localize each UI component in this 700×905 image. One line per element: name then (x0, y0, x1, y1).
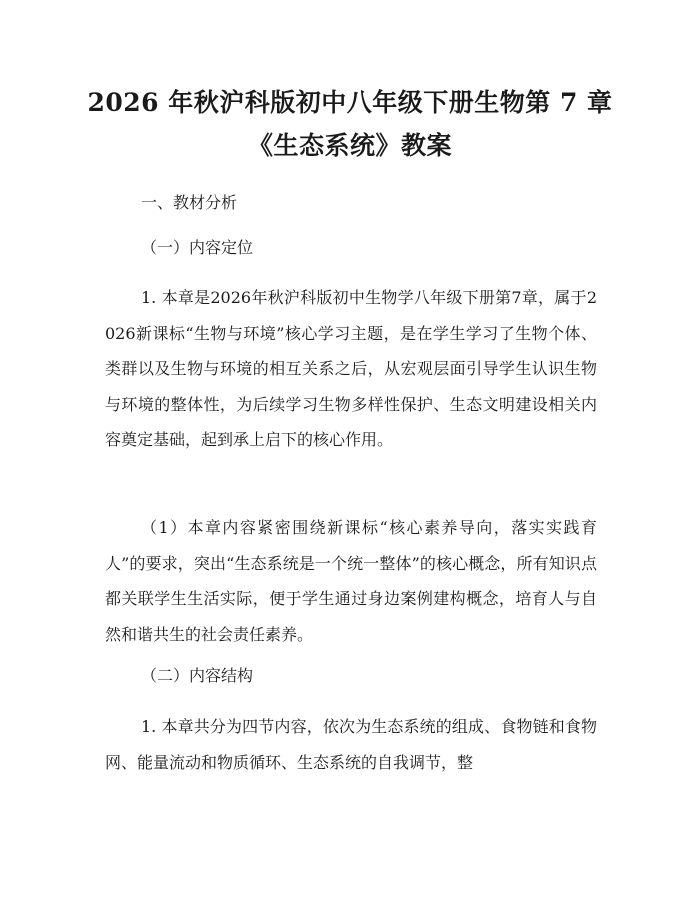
document-title-line1: 2026 年秋沪科版初中八年级下册生物第 7 章 (87, 88, 613, 117)
subsection-heading-content-structure: （二）内容结构 (141, 666, 254, 685)
paragraph-core-literacy: （1）本章内容紧密围绕新课标“核心素养导向，落实实践育人”的要求，突出“生态系统是一个统一整体”的核心概念，所有知识点都关联学生生活实际，便于学生通过身边案例建构概念，培育人与自然和谐共生的社会责任素养。 (105, 518, 597, 644)
document-title-line2: 《生态系统》教案 (247, 131, 452, 160)
paragraph-chapter-position: 1. 本章是2026年秋沪科版初中生物学八年级下册第7章，属于2026新课标“生物与环境”核心学习主题，是在学生学习了生物个体、类群以及生物与环境的相互关系之后，从宏观层面引导学生认识生物与环境的整体性，为后续学习生物多样性保护、生态文明建设相关内容奠定基础，起到承上启下的核心作用。 (105, 288, 597, 450)
paragraph-chapter-structure: 1. 本章共分为四节内容，依次为生态系统的组成、食物链和食物网、能量流动和物质循环、生态系统的自我调节，整 (105, 717, 597, 772)
section-heading-teaching-analysis: 一、教材分析 (141, 193, 238, 212)
subsection-heading-content-position: （一）内容定位 (141, 238, 254, 257)
